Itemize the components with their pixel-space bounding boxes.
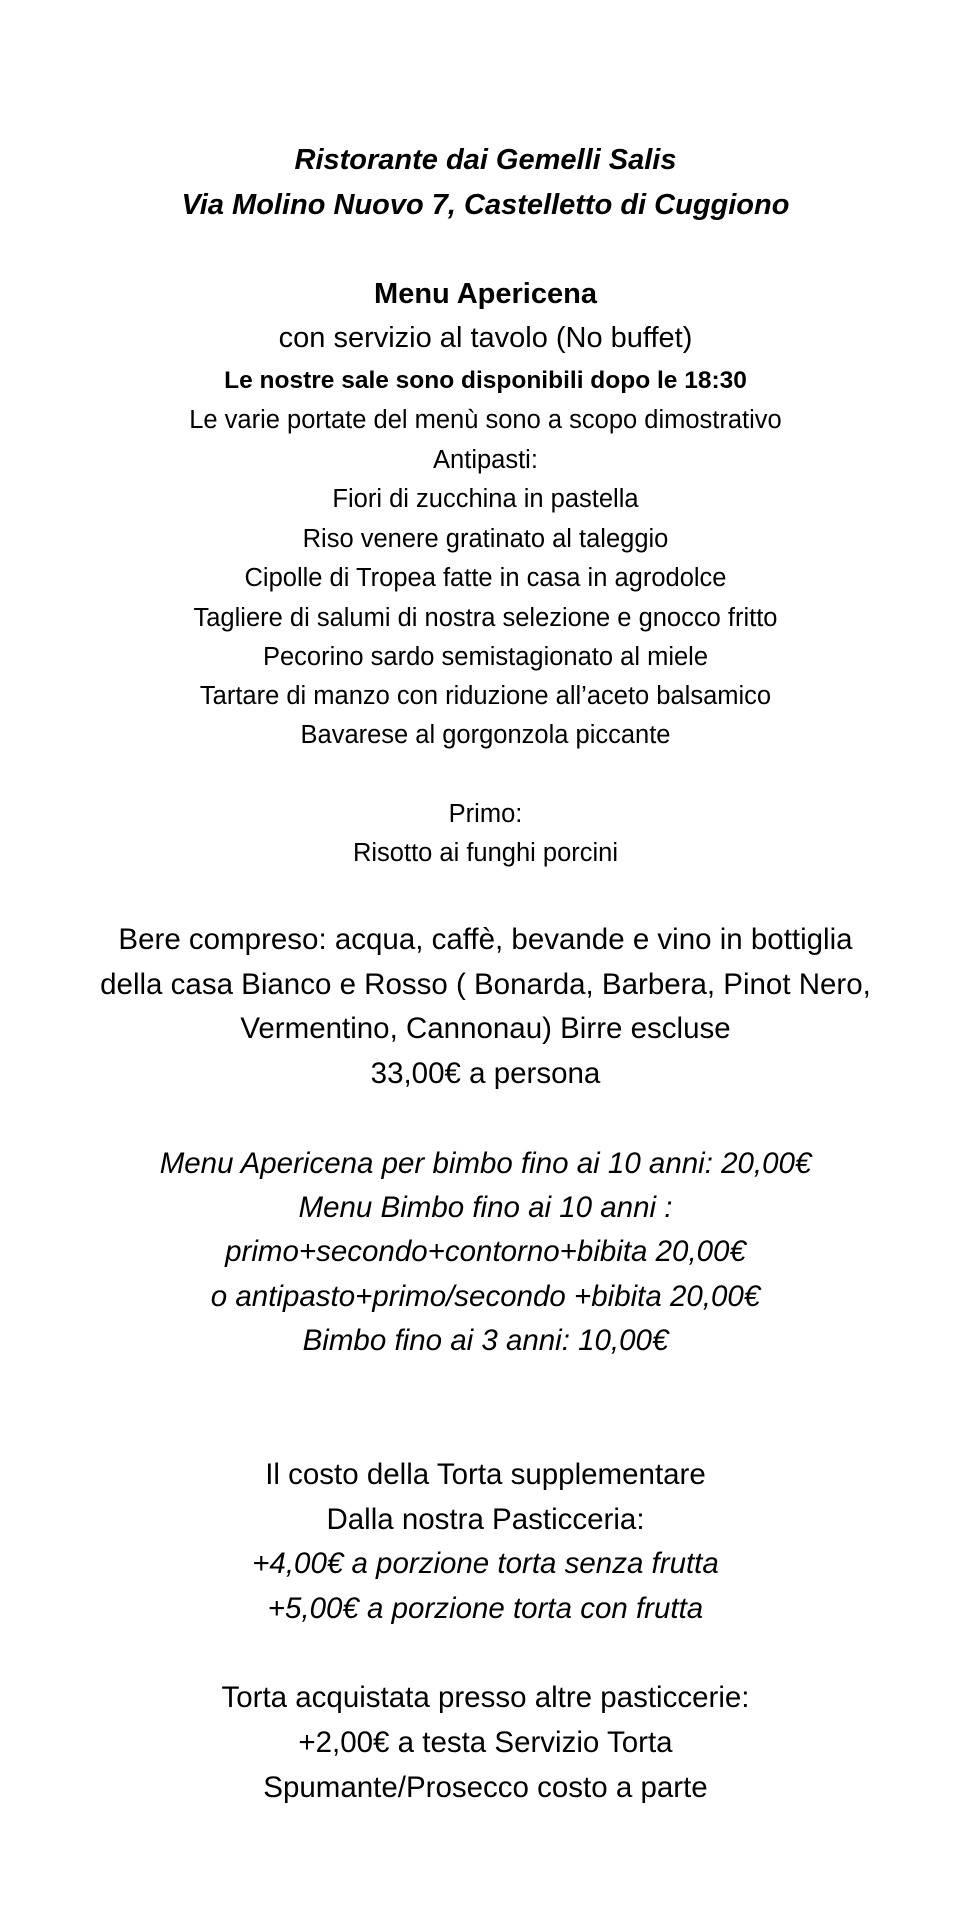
drinks-line: Vermentino, Cannonau) Birre escluse (240, 1012, 731, 1045)
antipasto-item: Cipolle di Tropea fatte in casa in agrodolce (244, 564, 727, 592)
menu-subtitle: con servizio al tavolo (No buffet) (278, 322, 693, 354)
availability-note: Le nostre sale sono disponibili dopo le 18:30 (224, 367, 747, 394)
cake-source: Dalla nostra Pasticceria: (326, 1503, 645, 1536)
antipasto-item: Pecorino sardo semistagionato al miele (262, 643, 709, 671)
antipasti-heading: Antipasti: (433, 446, 538, 474)
kids-menu-line: Bimbo fino ai 3 anni: 10,00€ (302, 1324, 669, 1357)
drinks-line: della casa Bianco e Rosso ( Bonarda, Barbera, Pinot Nero, (100, 968, 871, 1001)
kids-menu-line: o antipasto+primo/secondo +bibita 20,00€ (210, 1280, 761, 1313)
antipasto-item: Fiori di zucchina in pastella (332, 485, 639, 513)
price-per-person: 33,00€ a persona (370, 1057, 601, 1090)
disclaimer: Le varie portate del menù sono a scopo dimostrativo (189, 406, 782, 434)
kids-menu-line: Menu Apericena per bimbo fino ai 10 anni: 20,00€ (159, 1147, 812, 1180)
antipasto-item: Bavarese al gorgonzola piccante (300, 721, 671, 749)
cake-price: +4,00€ a porzione torta senza frutta (252, 1547, 719, 1580)
kids-menu-line: primo+secondo+contorno+bibita 20,00€ (225, 1235, 746, 1268)
cake-intro: Il costo della Torta supplementare (265, 1458, 706, 1491)
restaurant-address: Via Molino Nuovo 7, Castelletto di Cuggiono (181, 189, 790, 221)
antipasto-item: Tartare di manzo con riduzione all’aceto balsamico (199, 682, 772, 710)
kids-menu-line: Menu Bimbo fino ai 10 anni : (298, 1191, 673, 1224)
primo-item: Risotto ai funghi porcini (352, 839, 619, 867)
cake-service-fee: +2,00€ a testa Servizio Torta (298, 1726, 673, 1759)
antipasto-item: Tagliere di salumi di nostra selezione e gnocco fritto (193, 604, 778, 632)
sparkling-wine-note: Spumante/Prosecco costo a parte (263, 1771, 708, 1804)
drinks-line: Bere compreso: acqua, caffè, bevande e vino in bottiglia (118, 923, 853, 956)
antipasto-item: Riso venere gratinato al taleggio (302, 525, 669, 553)
cake-price: +5,00€ a porzione torta con frutta (267, 1592, 704, 1625)
primo-heading: Primo: (448, 800, 523, 828)
menu-title: Menu Apericena (374, 278, 597, 310)
external-cake-heading: Torta acquistata presso altre pasticcerie: (221, 1681, 750, 1714)
restaurant-name: Ristorante dai Gemelli Salis (294, 144, 677, 176)
